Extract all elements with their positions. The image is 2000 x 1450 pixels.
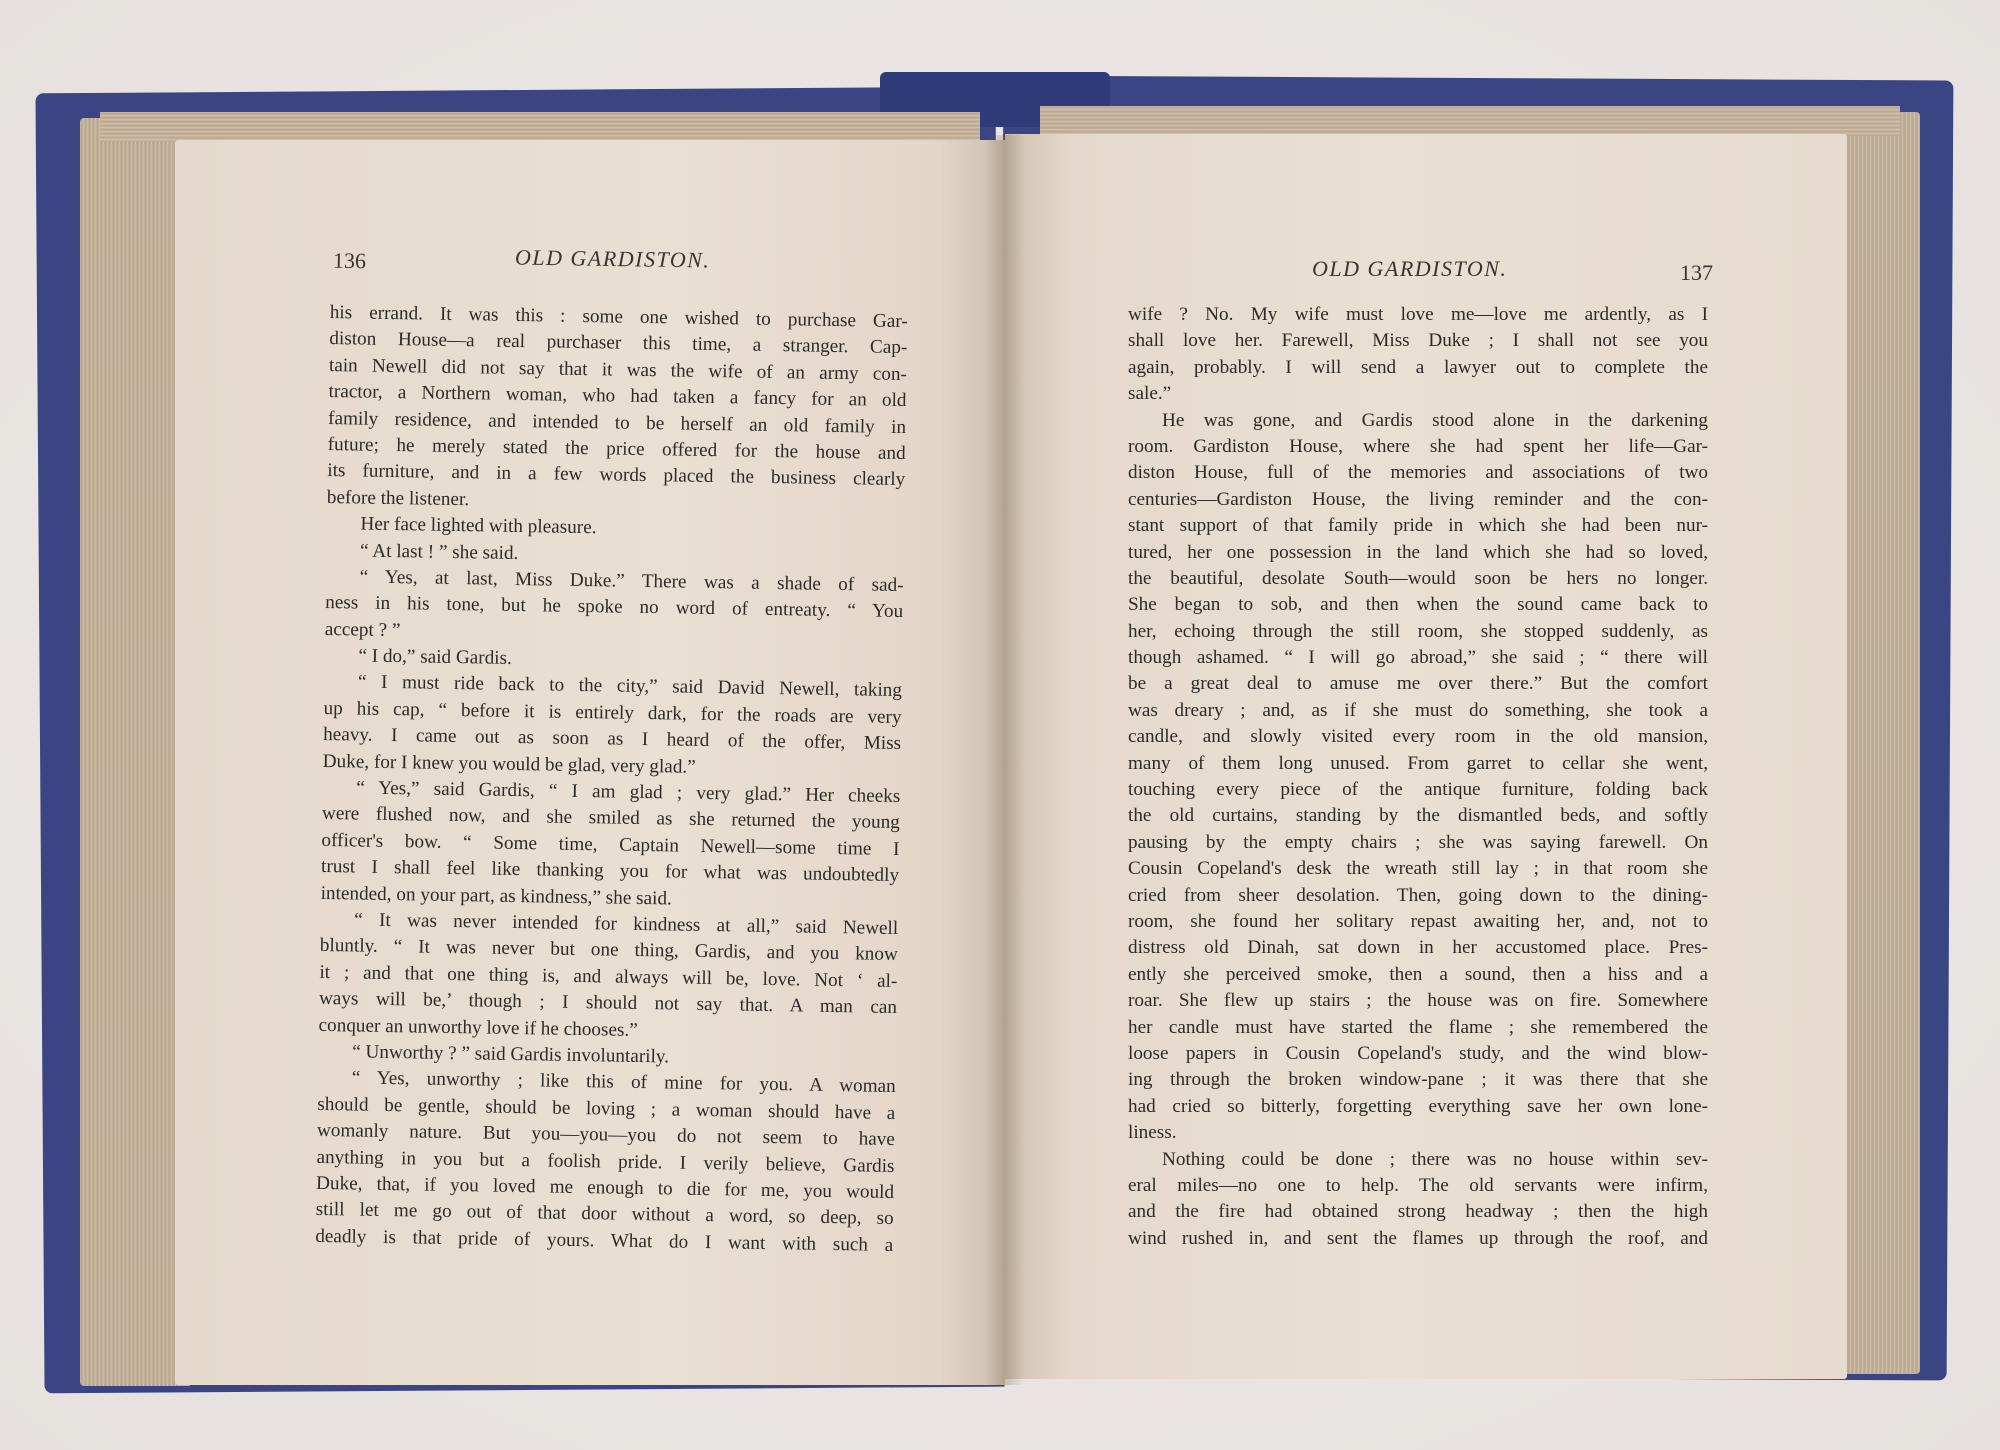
book-gutter [985,135,1025,1385]
text-line: up his cap, “ before it is entirely dark, for the roads are very [323,697,902,728]
text-line: tured, her one possession in the land which she had so loved, [1128,541,1708,563]
page-edges-top-right [1040,106,1900,136]
text-line: tain Newell did not say that it was the wife of an army con- [328,354,908,385]
text-line: again, probably. I will send a lawyer out to complete the [1128,356,1708,378]
text-line: Her face lighted with pleasure. [360,513,597,539]
page-edges-left [80,118,190,1386]
text-line: “ Yes,” said Gardis, “ I am glad ; very glad.” Her cheeks [356,777,901,808]
text-line: touching every piece of the antique furniture, folding back [1128,779,1708,801]
text-line: “ Unworthy ? ” said Gardis involuntarily. [352,1041,670,1068]
text-line: intended, on your part, as kindness,” she said. [320,882,672,910]
text-line: She began to sob, and then when the sound came back to [1128,594,1708,616]
text-line: womanly nature. But you—you—you do not seem to have [316,1120,896,1151]
text-line: pausing by the empty chairs ; she was saying farewell. On [1128,831,1708,853]
text-line: many of them long unused. From garret to cellar she went, [1128,752,1708,774]
text-line: distress old Dinah, sat down in her accustomed place. Pres- [1128,937,1708,959]
text-line: her candle must have started the flame ; she remembered the [1128,1016,1708,1038]
text-line: heavy. I came out as soon as I heard of the offer, Miss [323,724,902,755]
text-line: trust I shall feel like thanking you for what was undoubtedly [320,856,900,887]
text-line: eral miles—no one to help. The old servants were infirm, [1128,1174,1708,1196]
text-line: had cried so bitterly, forgetting everything save her own lone- [1128,1095,1708,1117]
text-line: “ Yes, unworthy ; like this of mine for you. A woman [351,1067,896,1098]
text-line: deadly is that pride of yours. What do I want with such a [315,1225,894,1256]
left-page-text [315,300,908,1259]
text-line: loose papers in Cousin Copeland's study, and the wind blow- [1128,1042,1708,1064]
text-line: sale.” [1128,383,1172,405]
right-page-text [1128,302,1708,1252]
text-line: it ; and that one thing is, and always will be, love. Not ‘ al- [319,961,898,992]
right-running-head: OLD GARDISTON. [1312,256,1508,281]
text-line: cried from sheer desolation. Then, going down to the dining- [1128,884,1708,906]
text-line: room. Gardiston House, where she had spent her life—Gar- [1128,435,1708,457]
text-line: candle, and slowly visited every room in the old mansion, [1128,726,1708,748]
text-line: conquer an unworthy love if he chooses.” [318,1014,638,1041]
text-line: He was gone, and Gardis stood alone in the darkening [1162,409,1708,431]
text-line: the old curtains, standing by the dismantled beds, and softly [1128,805,1708,827]
text-line: its furniture, and in a few words placed the business clearly [327,460,906,491]
text-line: “ Yes, at last, Miss Duke.” There was a shade of sad- [359,566,904,596]
text-line: liness. [1128,1122,1177,1144]
text-line: was dreary ; and, as if she must do something, she took a [1128,699,1708,721]
text-line: accept ? ” [324,618,401,641]
text-line: officer's bow. “ Some time, Captain Newell—some time I [321,829,900,860]
text-line: though ashamed. “ I will go abroad,” she said ; “ there will [1128,647,1708,669]
text-line: shall love her. Farewell, Miss Duke ; I shall not see you [1128,330,1708,352]
text-line: “ At last ! ” she said. [359,540,519,564]
text-line: roar. She flew up stairs ; the house was on fire. Somewhere [1128,990,1708,1012]
text-line: the beautiful, desolate South—would soon be hers no longer. [1128,567,1708,589]
text-line: stant support of that family pride in which she had been nur- [1128,515,1708,537]
text-line: ently she perceived smoke, then a sound, then a hiss and a [1128,963,1708,985]
text-line: bluntly. “ It was never but one thing, Gardis, and you know [319,935,898,966]
text-line: be a great deal to amuse me over there.” But the comfort [1128,673,1708,695]
text-line: Duke, for I knew you would be glad, very glad.” [322,750,696,778]
text-line: “ I do,” said Gardis. [358,645,513,669]
text-line: wind rushed in, and sent the flames up through the roof, and [1128,1227,1708,1249]
right-page-number: 137 [1680,260,1713,285]
text-line: future; he merely stated the price offered for the house and [327,433,906,465]
text-line: Nothing could be done ; there was no house within sev- [1162,1148,1708,1170]
text-line: were flushed now, and she smiled as she returned the young [321,803,901,834]
left-running-head: OLD GARDISTON. [514,244,711,273]
text-line: centuries—Gardiston House, the living reminder and the con- [1128,488,1708,510]
text-line: diston House, full of the memories and associations of two [1128,462,1708,484]
text-line: still let me go out of that door without a word, so deep, so [315,1199,894,1230]
text-line: room, she found her solitary repast awaiting her, and, not to [1128,910,1708,932]
text-line: “ It was never intended for kindness at all,” said Newell [354,909,899,939]
text-line: ing through the broken window-pane ; it was there that she [1128,1069,1708,1091]
text-line: before the listener. [326,486,470,510]
text-line: Duke, that, if you loved me enough to die for me, you would [315,1172,895,1203]
text-line: and the fire had obtained strong headway ; then the high [1128,1201,1708,1223]
text-line: family residence, and intended to be herself an old family in [327,407,907,438]
text-line: ness in his tone, but he spoke no word of entreaty. “ You [325,592,904,623]
text-line: wife ? No. My wife must love me—love me ardently, as I [1128,304,1708,325]
text-line: “ I must ride back to the city,” said David Newell, taking [357,671,903,702]
text-line: diston House—a real purchaser this time, a stranger. Cap- [329,328,908,359]
text-line: anything in you but a foolish pride. I verily believe, Gardis [316,1146,895,1177]
text-line: should be gentle, should be loving ; a woman should have a [317,1093,896,1124]
text-line: ways will be,’ though ; I should not say that. A man can [318,988,898,1019]
text-line: her, echoing through the still room, she stopped suddenly, as [1128,620,1708,642]
text-line: tractor, a Northern woman, who had taken a fancy for an old [328,381,907,412]
page-edges-top-left [100,112,980,142]
text-line: Cousin Copeland's desk the wreath still lay ; in that room she [1128,858,1708,880]
text-line: his errand. It was this : some one wished to purchase Gar- [329,301,908,333]
left-page-number: 136 [332,247,367,274]
